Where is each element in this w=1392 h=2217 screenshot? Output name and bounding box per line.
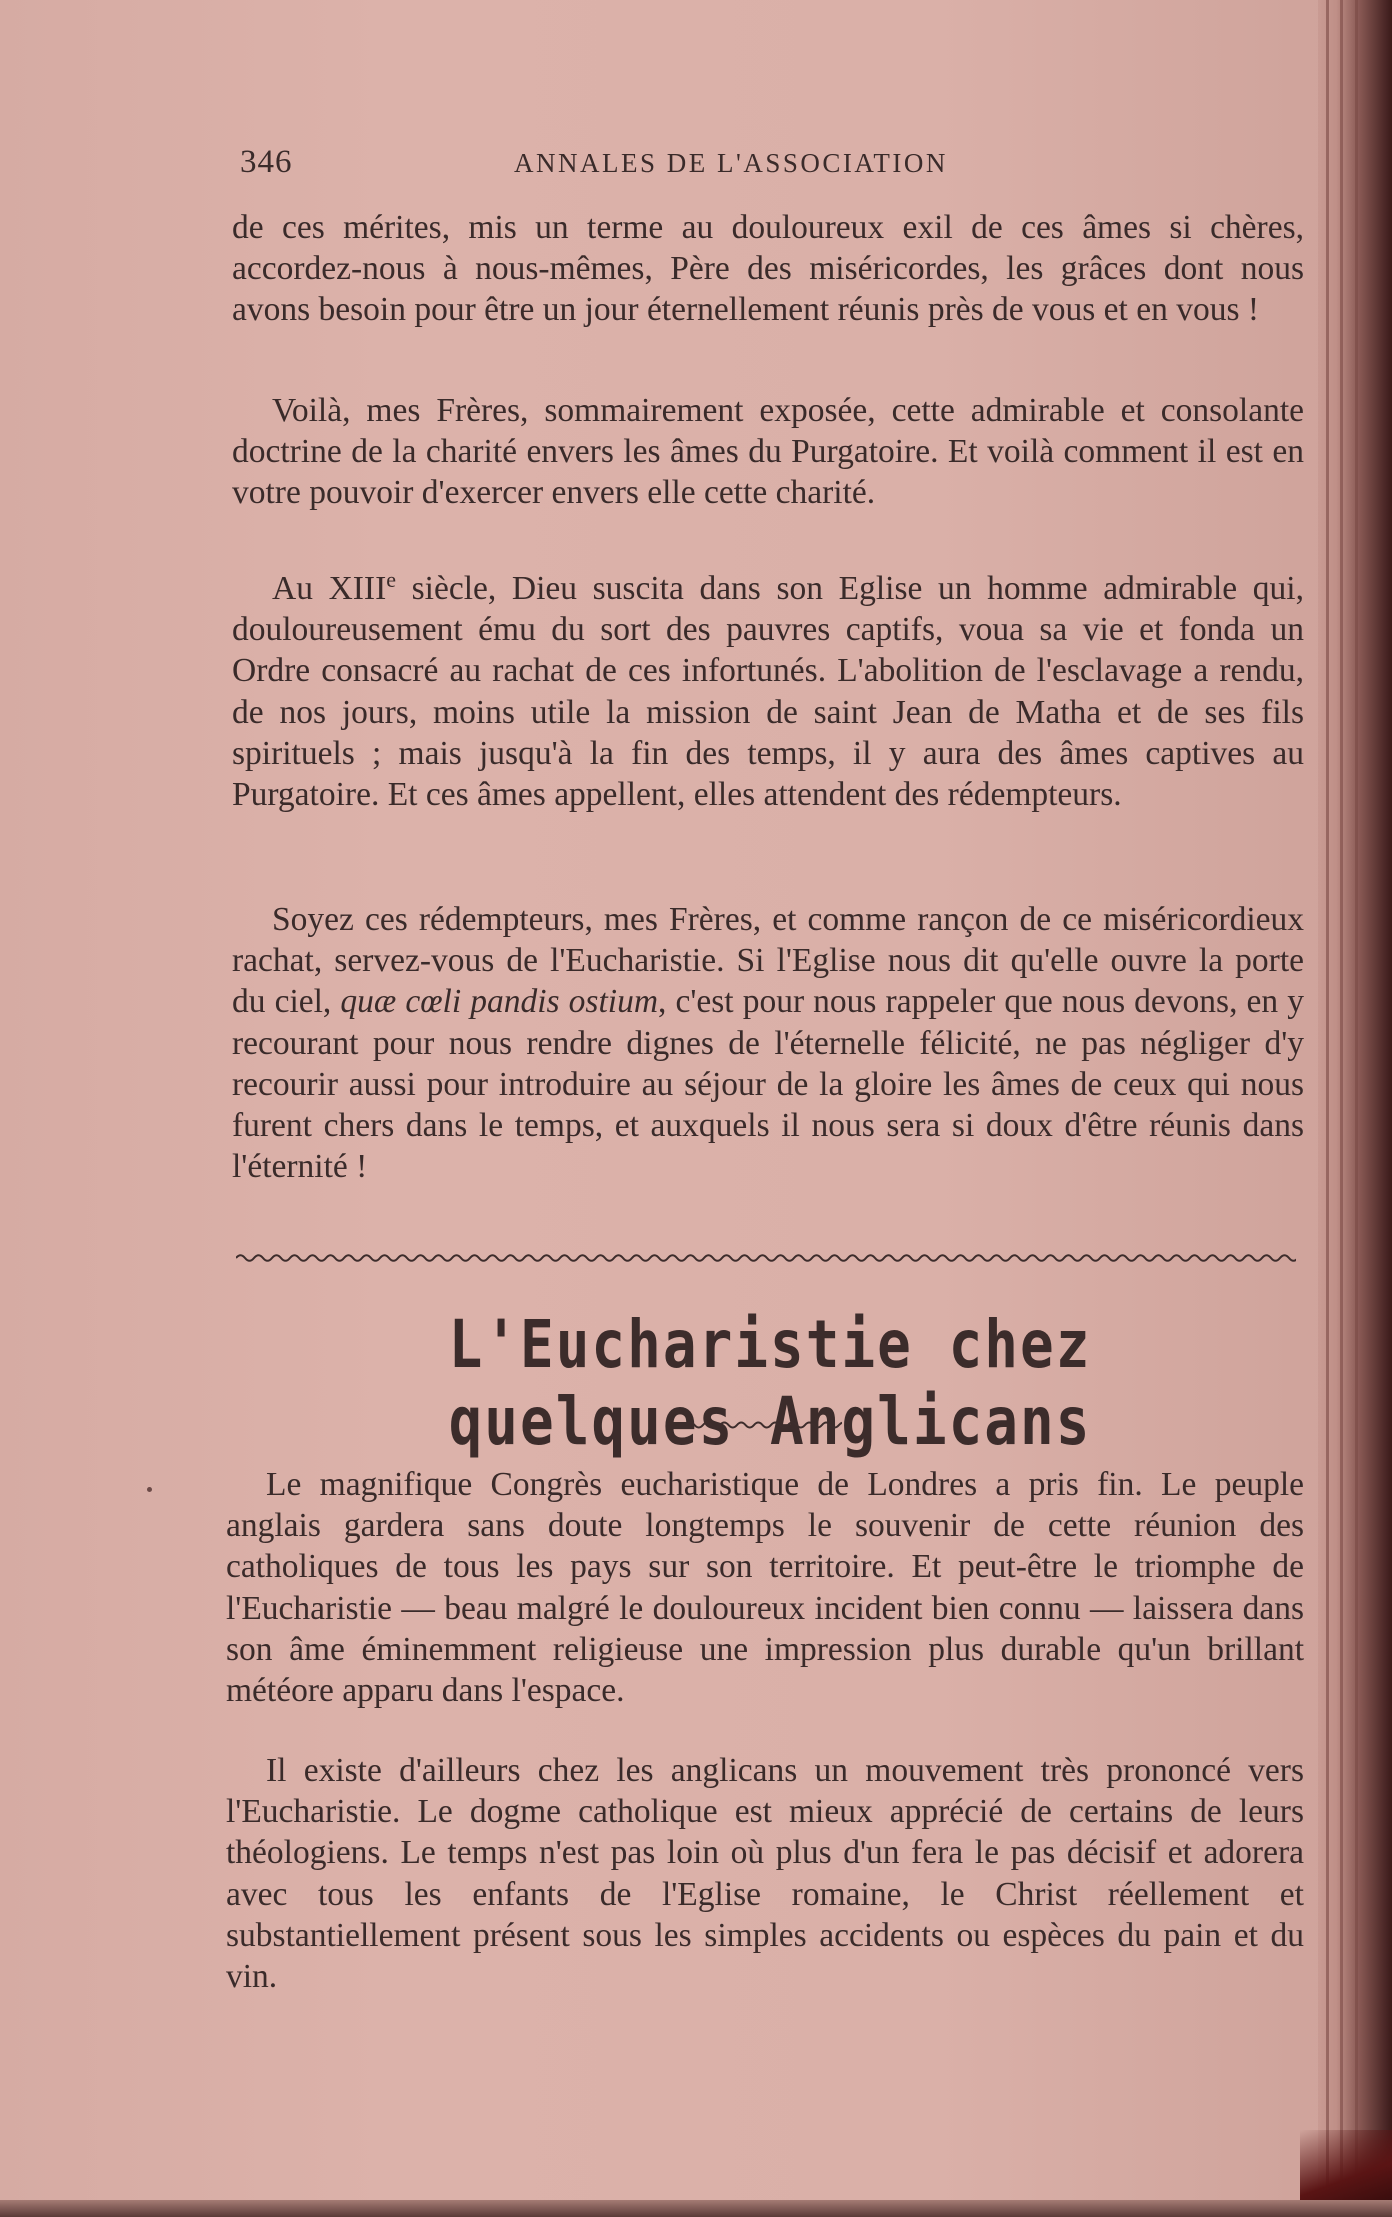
wavy-section-divider bbox=[236, 1250, 1296, 1266]
page-header bbox=[232, 140, 1052, 184]
paragraph-2: Voilà, mes Frères, sommairement exposée, cette admirable et consolante doctrine de la charité envers les âmes du Purgatoire. Et voilà comment il est en votre pouvoir d'exercer envers elle cette charité. bbox=[232, 392, 1304, 512]
paragraph-5: Le magnifique Congrès eucharistique de Londres a pris fin. Le peuple anglais gardera sans doute longtemps le souvenir de cette réunion des catholiques de tous les pays sur son territoire. Et peut-être le triomphe de l'Eucharistie — beau malgré le douloureux incident bien connu — laissera dans son âme éminemment religieuse une impression plus durable qu'un brillant météore apparu dans l'espace. bbox=[226, 1466, 1304, 1710]
paragraph-4-rest: , c'est pour nous rappeler que nous devons, en y recourant pour nous rendre dignes de l'éternelle félicité, ne pas négliger d'y recourir aussi pour introduire au séjour de la gloire les âmes de ceux qui nous furent chers dans le temps, et auxquels il nous sera si doux d'être réunis dans l'éternité ! bbox=[232, 983, 1305, 1186]
paragraph-3-rest: siècle, Dieu suscita dans son Eglise un homme admirable qui, douloureusement ému du sort des pauvres captifs, voua sa vie et fonda un Ordre consacré au rachat de ces infortunés. L'abolition de l'esclavage a rendu, de nos jours, moins utile la mission de saint Jean de Matha et de ses fils spirituels ; mais jusqu'à la fin des temps, il y aura des âmes captives au Purgatoire. Et ces âmes appellent, elles attendent des rédempteurs. bbox=[232, 570, 1304, 814]
paragraph-3 bbox=[232, 568, 1304, 815]
paragraph-4-start: Soyez ces rédempteurs, mes Frères, et comme rançon de ce miséricordieux rachat, servez-vous de l'Eucharistie. Si l'Eglise nous dit qu'elle ouvre la porte du ciel, bbox=[232, 901, 1304, 1021]
wavy-title-ornament bbox=[686, 1418, 842, 1432]
paragraph-1: de ces mérites, mis un terme au douloureux exil de ces âmes si chères, accordez-nous à nous-mêmes, Père des miséricordes, les grâces dont nous avons besoin pour être un jour éternellement réunis près de vous et en vous ! bbox=[232, 209, 1304, 329]
section-title: L'Eucharistie chez quelques Anglicans bbox=[448, 1307, 1092, 1461]
paragraph-6: Il existe d'ailleurs chez les anglicans un mouvement très prononcé vers l'Eucharistie. Le dogme catholique est mieux apprécié de certains de leurs théologiens. Le temps n'est pas loin où plus d'un fera le pas décisif et adorera avec tous les enfants de l'Eglise romaine, le Christ réellement et substantiellement présent sous les simples accidents ou espèces du pain et du vin. bbox=[226, 1752, 1304, 1996]
paper-speck bbox=[147, 1487, 152, 1492]
latin-quote: quæ cœli pandis ostium bbox=[340, 983, 659, 1021]
scan-bottom-edge bbox=[0, 2200, 1392, 2217]
paragraph-4 bbox=[232, 899, 1304, 1187]
page-number: 346 bbox=[240, 144, 293, 180]
running-title: ANNALES DE L'ASSOCIATION bbox=[514, 148, 948, 178]
page-edge-shadow bbox=[1318, 0, 1392, 2217]
paragraph-3-start: Au XIII bbox=[272, 570, 387, 607]
century-superscript: e bbox=[386, 567, 396, 592]
